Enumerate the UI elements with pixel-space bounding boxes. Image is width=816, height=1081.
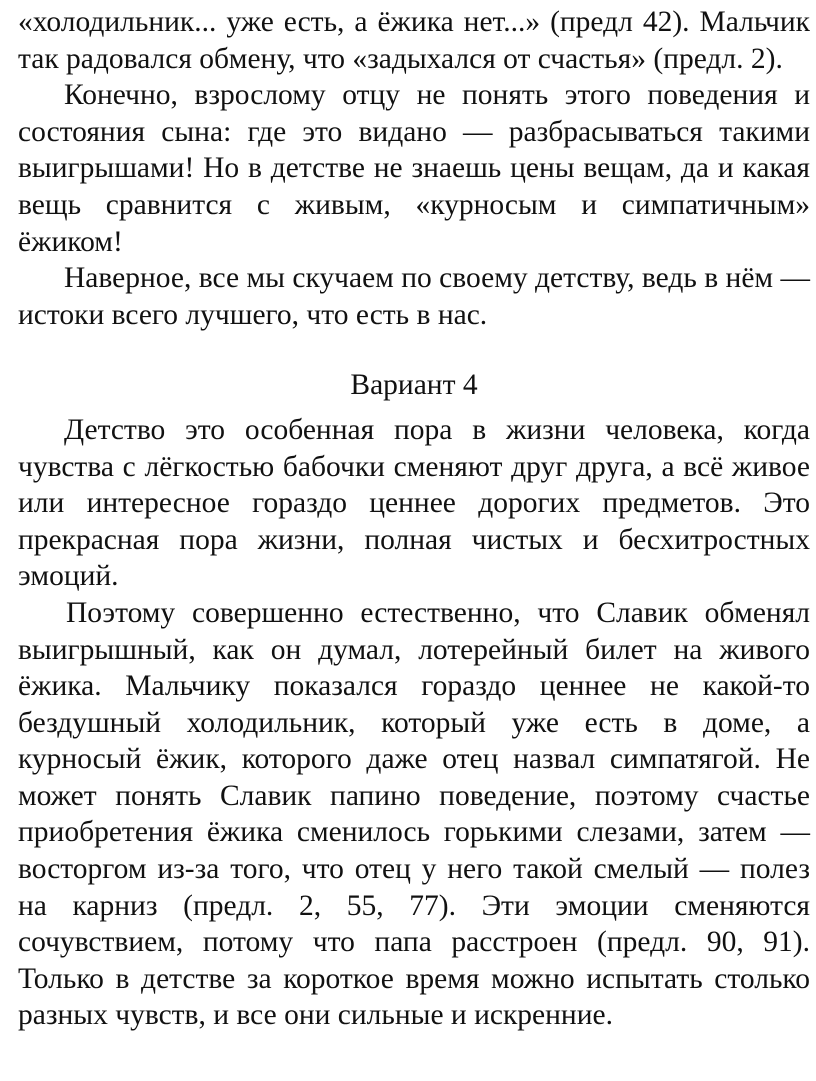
paragraph-father-behavior: Конечно, взрослому отцу не понять этого поведения и состояния сына: где это видано — разбрасываться такими выигрышами! Но в детстве не знаешь цены вещам, да и какая вещь сравнится с живым, «курносым и симпатичным» ёжиком!: [18, 79, 810, 258]
paragraph-childhood-definition: Детство это особенная пора в жизни человека, когда чувства с лёгкостью бабочки сменяют друг друга, а всё живое или интересное гораздо ценнее дорогих предметов. Это прекрасная пора жизни, полная чистых и бесхитростных эмоций.: [18, 413, 810, 593]
paragraph-slavik-exchange: Поэтому совершенно естественно, что Славик обменял выигрышный, как он думал, лотерейный билет на живого ёжика. Мальчику показался гораздо ценнее не какой-то бездушный холодильник, который уже есть в доме, а курносый ёжик, которого даже отец назвал симпатягой. Не может понять Славик папино поведение, поэтому счастье приобретения ёжика сменилось горькими слезами, затем — восторгом из-за того, что отец у него такой смелый — полез на карниз (предл. 2, 55, 77). Эти эмоции сменяются сочувствием, потому что папа расстроен (предл. 90, 91). Только в детстве за короткое время можно испытать столько разных чувств, и все они сильные и искренние.: [18, 596, 810, 1032]
variant-heading: Вариант 4: [350, 369, 478, 402]
document-page: [18, 4, 810, 1034]
paragraph-continuation: «холодильник... уже есть, а ёжика нет...» (предл 42). Мальчик так радовался обмену, что «задыхался от счастья» (предл. 2).: [18, 6, 810, 75]
paragraph-childhood-nostalgia: Наверное, все мы скучаем по своему детству, ведь в нём — истоки всего лучшего, что есть в нас.: [18, 262, 810, 331]
